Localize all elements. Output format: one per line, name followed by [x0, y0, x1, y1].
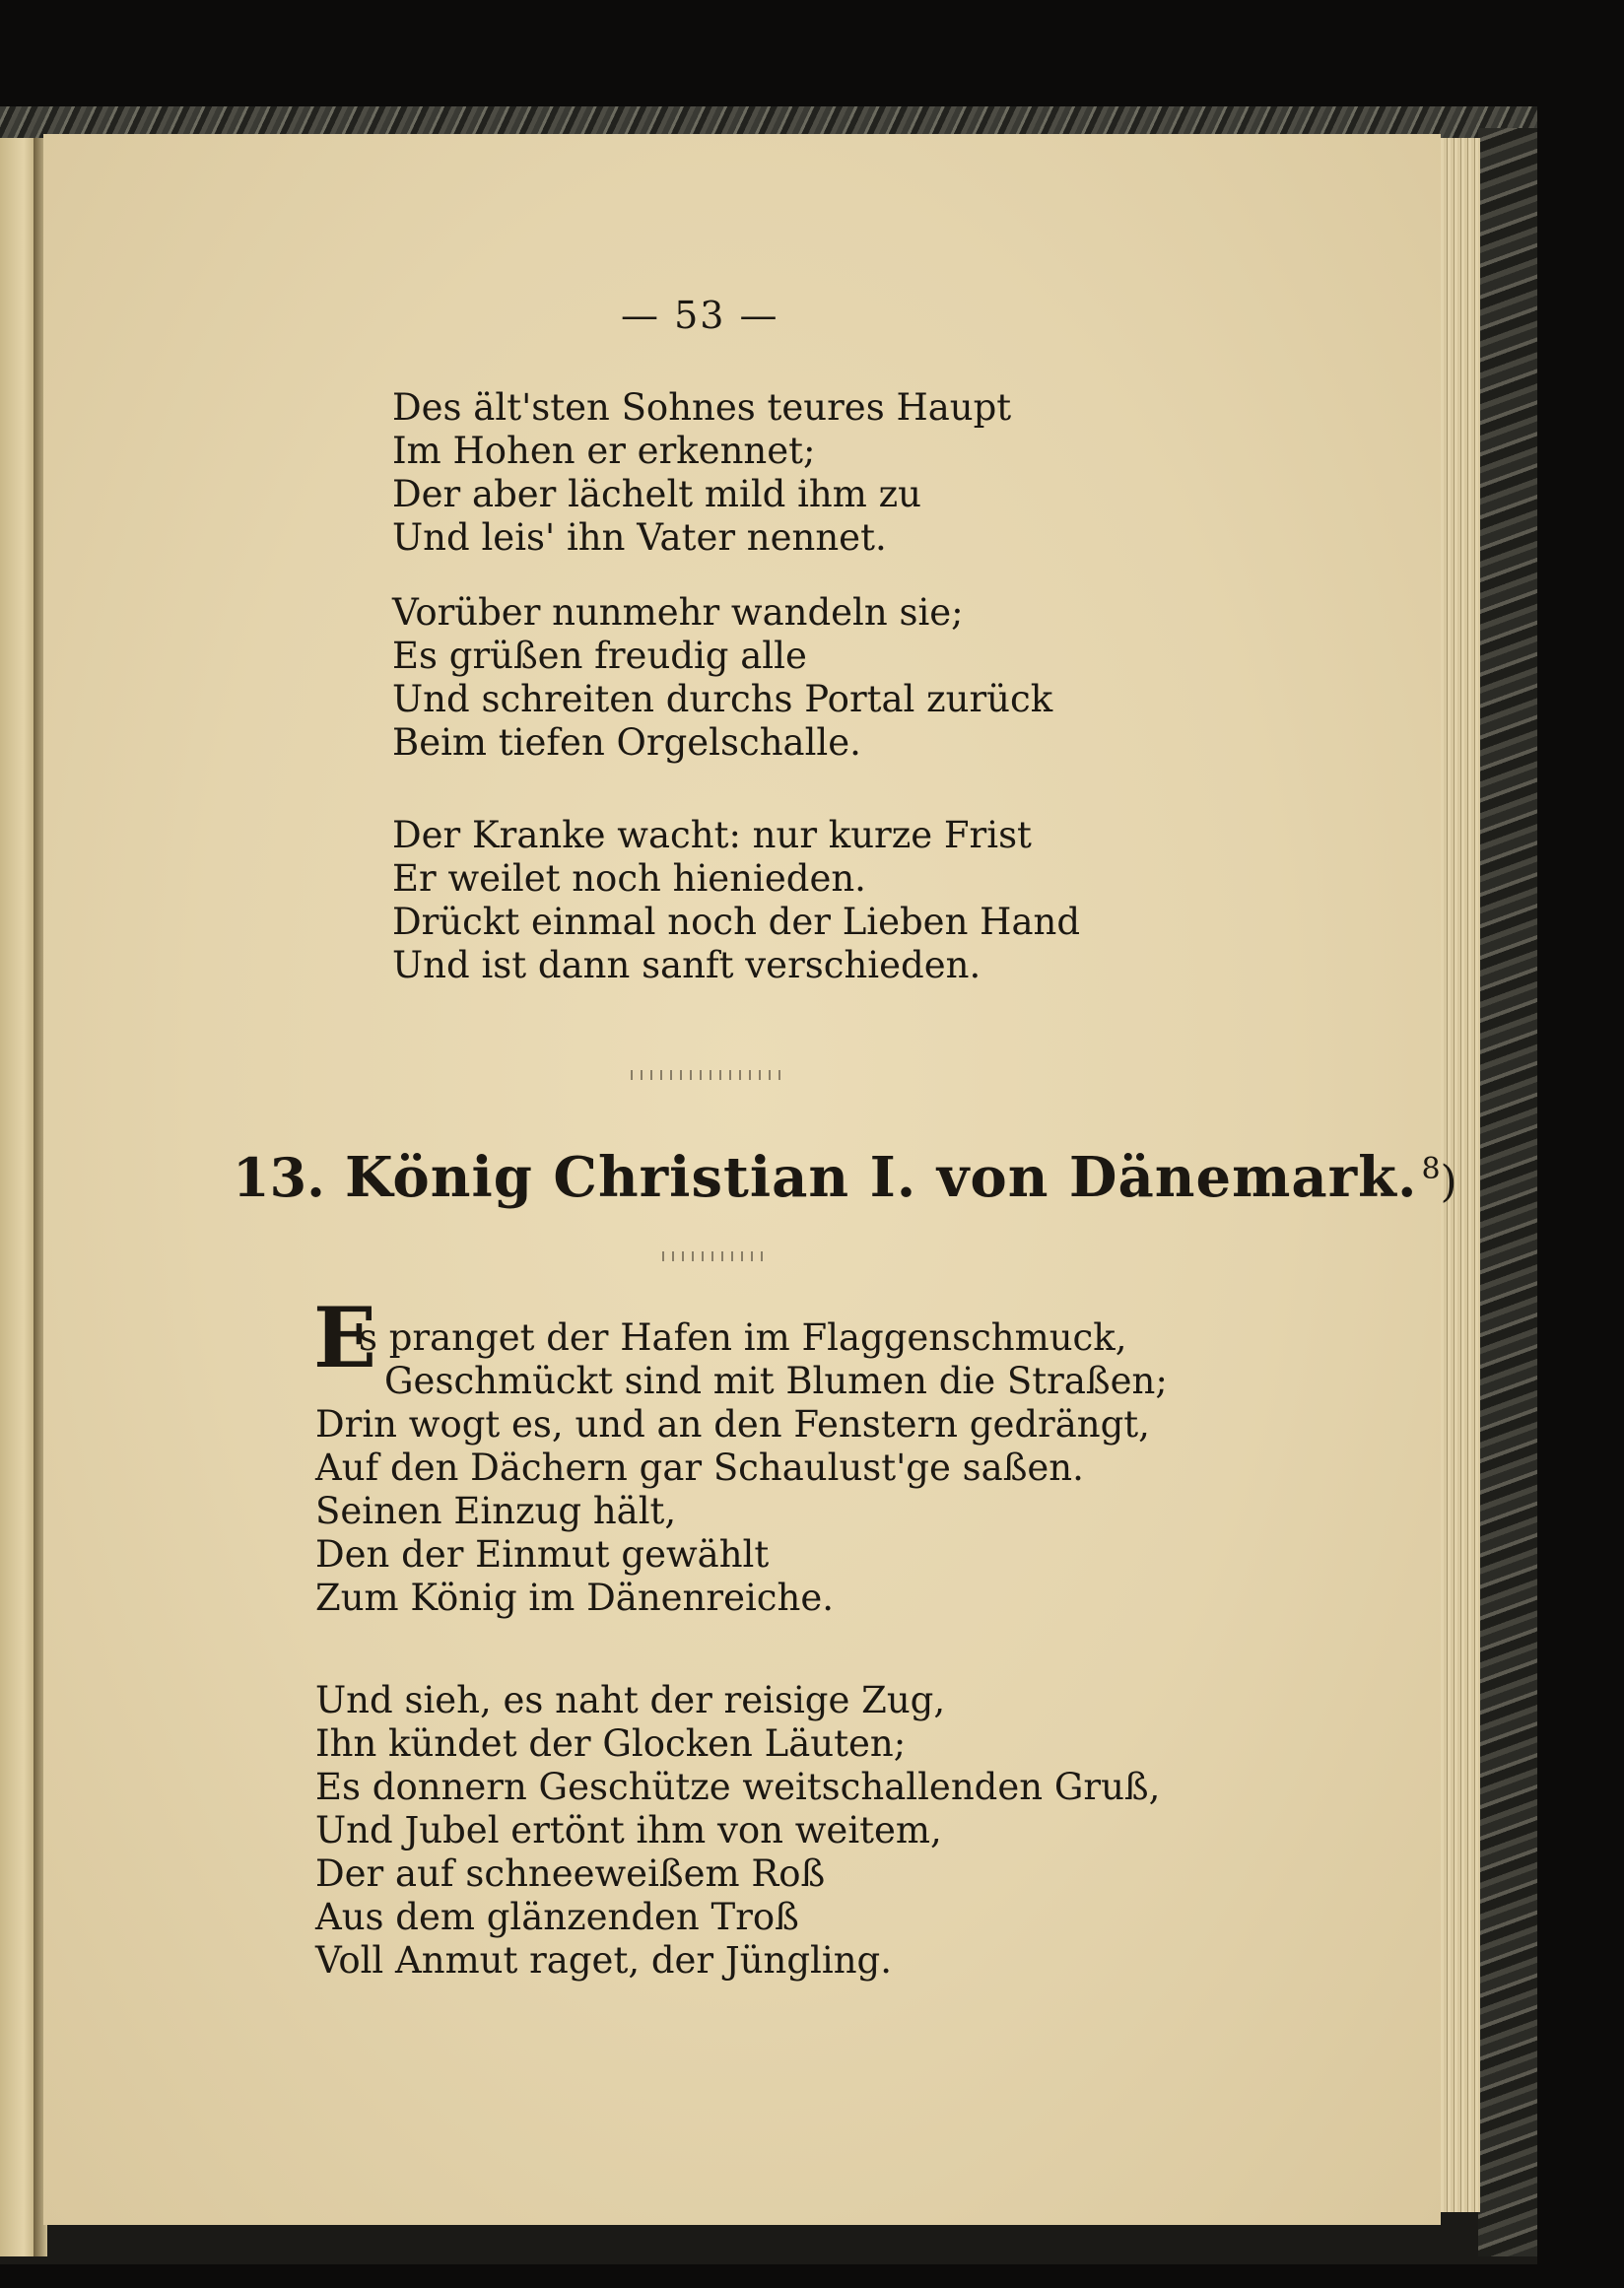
verse-line: Zum König im Dänenreiche.	[315, 1577, 835, 1619]
verse-line: Es grüßen freudig alle	[392, 635, 807, 677]
verse-line: Er weilet noch hienieden.	[392, 857, 866, 900]
verse-line: Den der Einmut gewählt	[315, 1533, 770, 1576]
stanza-1	[392, 386, 1011, 560]
verse-line: Der Kranke wacht: nur kurze Frist	[392, 814, 1032, 856]
verse-line: Geschmückt sind mit Blumen die Straßen;	[384, 1360, 1168, 1402]
stanza-2	[392, 591, 1052, 765]
verse-line: Der aber lächelt mild ihm zu	[392, 473, 921, 515]
verse-line: Und ist dann sanft verschieden.	[392, 944, 981, 986]
ornamental-divider	[658, 1251, 767, 1261]
poem-title: König Christian I. von Dänemark.	[344, 1145, 1418, 1210]
drop-cap: E	[313, 1289, 377, 1386]
verse-line: Es donnern Geschütze weitschallenden Gruß,	[315, 1766, 1161, 1808]
verse-line: Und sieh, es naht der reisige Zug,	[315, 1679, 946, 1721]
verse-line: Auf den Dächern gar Schaulust'ge saßen.	[315, 1447, 1084, 1489]
verse-line: Des ält'sten Sohnes teures Haupt	[392, 386, 1012, 429]
poem-stanza-1	[315, 1316, 1168, 1620]
page-number: — 53 —	[621, 294, 779, 337]
verse-line: Und schreiten durchs Portal zurück	[392, 678, 1053, 720]
verse-line: s pranget der Hafen im Flaggenschmuck,	[359, 1316, 1127, 1359]
marbled-edge-right	[1478, 128, 1537, 2256]
verse-line: Aus dem glänzenden Troß	[315, 1896, 799, 1938]
footnote-marker: 8	[1421, 1152, 1441, 1186]
verse-line: Und leis' ihn Vater nennet.	[392, 516, 887, 559]
verse-line: Seinen Einzug hält,	[315, 1490, 677, 1532]
poem-title-row	[233, 1145, 1457, 1210]
verse-line: Drückt einmal noch der Lieben Hand	[392, 901, 1081, 943]
stanza-3	[392, 814, 1080, 987]
verse-line: Ihn kündet der Glocken Läuten;	[315, 1722, 907, 1765]
verse-line: Beim tiefen Orgelschalle.	[392, 721, 861, 764]
verse-line: Vorüber nunmehr wandeln sie;	[392, 591, 964, 634]
footnote-paren: )	[1440, 1157, 1457, 1207]
verse-line: Und Jubel ertönt ihm von weitem,	[315, 1809, 942, 1851]
ornamental-divider	[627, 1070, 784, 1080]
verse-line: Der auf schneeweißem Roß	[315, 1852, 826, 1895]
poem-stanza-2	[315, 1679, 1160, 1983]
verse-line: Voll Anmut raget, der Jüngling.	[315, 1939, 892, 1982]
poem-number: 13.	[233, 1146, 325, 1209]
verse-line: Im Hohen er erkennet;	[392, 430, 816, 472]
verse-line: Drin wogt es, und an den Fenstern gedrängt,	[315, 1403, 1150, 1446]
